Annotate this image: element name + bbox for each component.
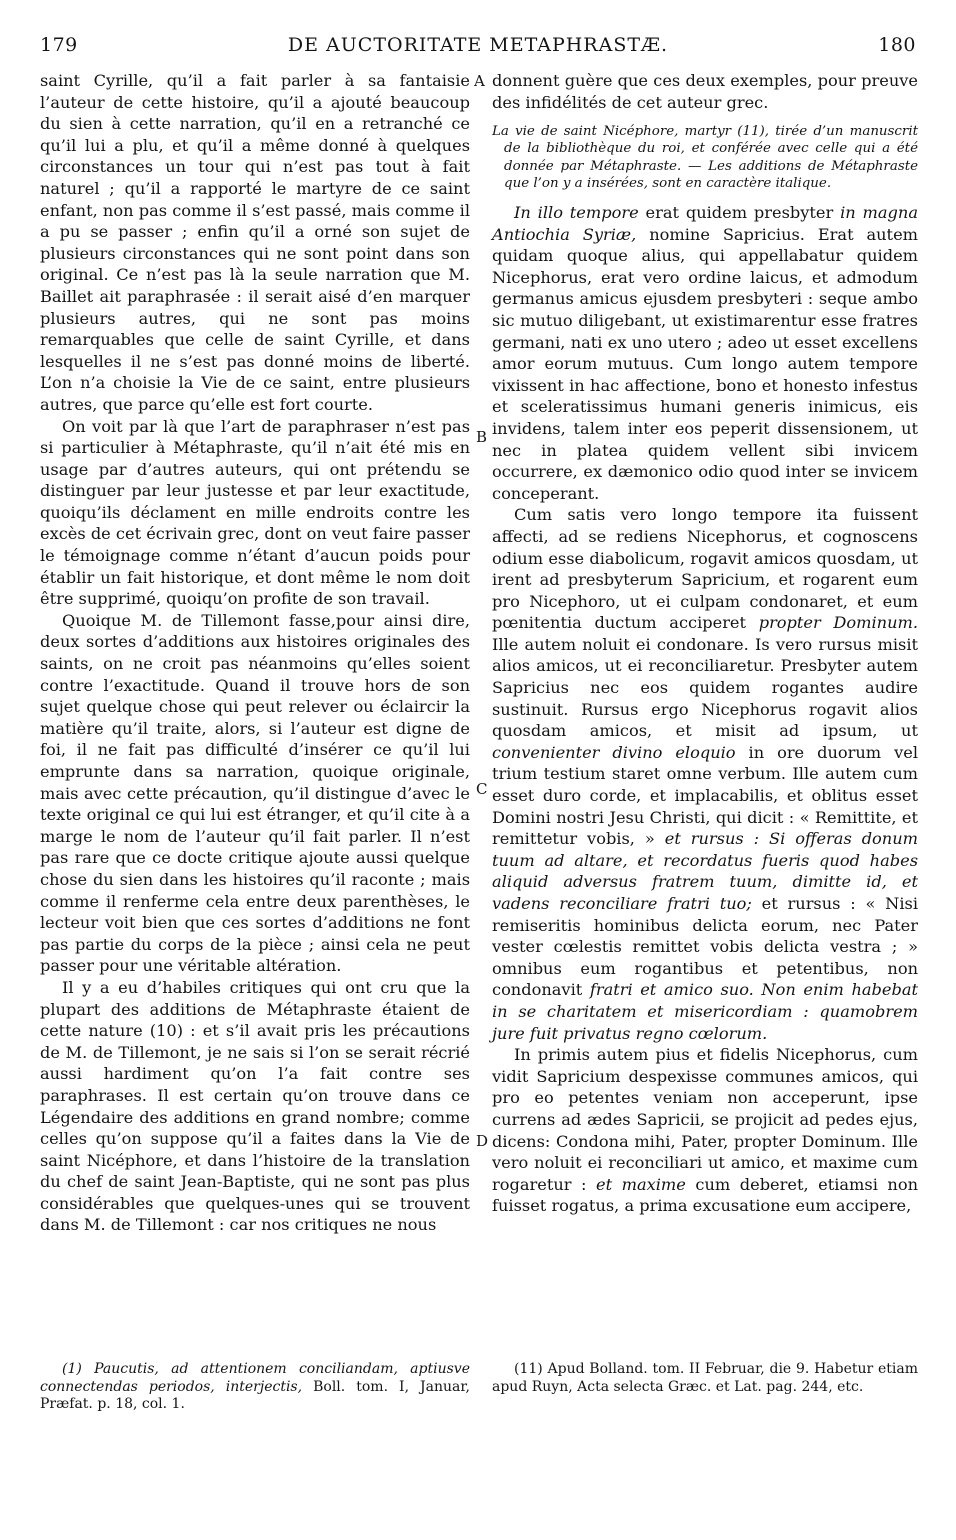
italic-span: et maxime xyxy=(596,1174,686,1194)
text-span: in ore duorum vel trium testium staret omne verbum. Ille autem cum esset duro corde, et implacabilis, et oblitus esset Domini nostri Jesu Christi, qui dicit : « Remittite, et remittetur vobis, » xyxy=(492,742,918,849)
left-column xyxy=(40,70,470,1236)
margin-marker-b: B xyxy=(476,428,488,446)
page-number-right: 180 xyxy=(878,34,916,56)
page-number-left: 179 xyxy=(40,34,78,56)
left-paragraph-3: Quoique M. de Tillemont fasse,pour ainsi dire, deux sortes d’additions aux histoires originales des saints, on ne croit pas néanmoins qu’elles soient contre l’exactitude. Quand il trouve hors de son sujet quelque chose qui peut relever ou éclaircir la matière qu’il traite, alors, si l’auteur est digne de foi, il ne fait pas difficulté d’insérer ce qu’il lui emprunte dans sa narration, quoique originale, mais avec cette précaution, qu’il distingue d’avec le texte original ce qui lui est étranger, et qu’il cite à a marge le nom de l’auteur qu’il fait parler. Il n’est pas rare que ce docte critique ajoute aussi quelque chose du sien dans les histoires qu’il raconte ; mais comme il renferme cela entre deux parenthèses, le lecteur voit bien que ces sortes d’additions ne font pas partie du corps de la pièce ; ainsi cela ne peut passer pour une véritable altération. xyxy=(40,610,470,976)
right-paragraph-1: donnent guère que ces deux exemples, pour preuve des infidélités de cet auteur grec. xyxy=(492,71,918,112)
right-column xyxy=(492,70,918,1217)
running-title: DE AUCTORITATE METAPHRASTÆ. xyxy=(287,34,669,56)
italic-span: fratri et amico suo. Non enim habebat in se charitatem et misericordiam : quamobrem jure fuit privatus regno cœlorum. xyxy=(492,980,918,1043)
left-paragraph-1: saint Cyrille, qu’il a fait parler à sa fantaisie l’auteur de cette histoire, qu’il a ajouté beaucoup du sien à cette narration, qu’il en a retranché ce qu’il lui a plu, et qu’il a même donné à quelques circonstances un tour qui n’est pas tout à fait naturel ; qu’il a rapporté le martyre de ce saint enfant, non pas comme il s’est passé, mais comme il a pu se passer ; enfin qu’il a orné son sujet de plusieurs circonstances qui ne sont point dans son original. Ce n’est pas là la seule narration que M. Baillet ait paraphrasée : il serait aisé d’en marquer plusieurs autres, qui ne sont pas moins remarquables que celle de saint Cyrille, et dans lesquelles il ne s’est pas donné moins de liberté. L’on n’a choisie la Vie de ce saint, entre plusieurs autres, que parce qu’elle est fort courte. xyxy=(40,71,470,414)
italic-span: propter Dominum. xyxy=(758,613,919,633)
footnote-left xyxy=(40,1361,470,1414)
left-paragraph-4: Il y a eu d’habiles critiques qui ont cru que la plupart des additions de Métaphraste étaient de cette nature (10) : et s’il avait pris les précautions de M. de Tillemont, je ne sais si l’on se serait récrié aussi hardiment qu’on l’a fait contre ses paraphrases. Il est certain qu’on trouve dans ce Légendaire des additions en grand nombre; comme celles qu’on suppose qu’il a faites dans la Vie de saint Nicéphore, et dans l’histoire de la translation du chef de saint Jean-Baptiste, qui ne sont pas plus considérables que quelques-unes qui se trouvent dans M. de Tillemont : car nos critiques ne nous xyxy=(40,977,470,1235)
margin-marker-d: D xyxy=(476,1132,489,1150)
text-span: nomine Sapricius. Erat autem quidam quoque alius, qui appellabatur quidem Nicephorus, erat vero ordine laicus, et admodum germanus amicus ejusdem presbyteri : seque ambo sic mutuo diligebant, ut existimarentur esse fratres germani, nati ex uno utero ; adeo ut esset excellens amor eorum mutuus. Cum longo autem tempore vixissent in hac affectione, bono et honesto infestus et sceleratissimus humani generis inimicus, eis invidens, talem inter eos peperit dissensionem, ut nec in platea quidem vellent sibi invicem occurrere, ex dæmonico odio quod inter se invicem conceperant. xyxy=(492,224,918,503)
right-paragraph-2 xyxy=(492,202,918,504)
left-paragraph-2: On voit par là que l’art de paraphraser n’est pas si particulier à Métaphraste, qu’il n’ait été mis en usage par d’autres auteurs, qui ont prétendu se distinguer par leur justesse et par leur exactitude, quoiqu’ils déclament en mille endroits contre les excès de cet écrivain grec, dont on veut faire passer le témoignage comme n’étant d’aucun poids pour établir un fait historique, et dont même le nom doit être supprimé, quoiqu’on profite de son travail. xyxy=(40,416,470,609)
text-span: Cum satis vero longo tempore ita fuissent affecti, ad se rediens Nicephorus, et cognoscens odium esse diabolicum, rogavit amicos quosdam, ut irent ad presbyterum Sapricium, et rogarent eum pro Nicephoro, ut ei culpam condonaret, et eum pœnitentia ductum acciperet xyxy=(492,505,918,633)
italic-span: In illo tempore xyxy=(514,203,639,222)
footnote-italic: (1) Paucutis, ad attentionem conciliandam, aptiusve connectendas periodos, interjectis, xyxy=(40,1361,470,1395)
page-header xyxy=(40,34,916,64)
section-heading: La vie de saint Nicéphore, martyr (11), tirée d’un manuscrit de la bibliothèque du roi, et conférée avec celle qui a été donnée par Métaphraste. — Les additions de Métaphraste que l’on y a insérées, sont en caractère italique. xyxy=(492,124,918,191)
text-span: Ille autem noluit ei condonare. Is vero rursus misit alios amicos, ut ei reconciliaretur. Presbyter autem Sapricius nec eos quidem rogantes audire sustinuit. Rursus ergo Nicephorus rogavit alios quosdam amicos, et misit ad ipsum, ut xyxy=(492,634,918,741)
footnote-right: (11) Apud Bolland. tom. II Februar, die 9. Habetur etiam apud Ruyn, Acta selecta Græc. et Lat. pag. 244, etc. xyxy=(492,1361,918,1395)
margin-marker-a: A xyxy=(474,72,485,90)
text-span: et rursus : « Nisi remiseritis hominibus delicta eorum, nec Pater vester cœlestis remittet vobis delicta vestra ; » omnibus eum rogantibus et petentibus, non condonavit xyxy=(492,894,918,1000)
right-paragraph-3 xyxy=(492,504,918,1044)
italic-span: convenienter divino eloquio xyxy=(492,742,736,762)
margin-marker-c: C xyxy=(476,780,488,798)
text-span: cum deberet, etiamsi non fuisset rogatus, a prima excusatione eum accipere, xyxy=(492,1174,919,1216)
text-span: erat quidem presbyter xyxy=(638,203,841,222)
text-span: In primis autem pius et fidelis Nicephorus, cum vidit Sapricium despexisse communes amicos, qui pro eo petentes veniam non acceperunt, ipse currens ad ædes Sapricii, se projicit ad pedes ejus, dicens: Condona mihi, Pater, propter Dominum. Ille vero noluit ei reconciliari ut amico, et maxime cum rogaretur : xyxy=(492,1045,918,1194)
right-paragraph-4 xyxy=(492,1044,918,1217)
footnote-text: Boll. tom. I, Januar, Præfat. p. 18, col. 1. xyxy=(40,1378,470,1413)
italic-span: et rursus : Si offeras donum tuum ad altare, et recordatus fueris quod habes aliquid adversus fratrem tuum, dimitte id, et vadens reconciliare fratri tuo; xyxy=(492,829,919,913)
italic-span: in magna Antiochia Syriæ, xyxy=(492,203,918,244)
